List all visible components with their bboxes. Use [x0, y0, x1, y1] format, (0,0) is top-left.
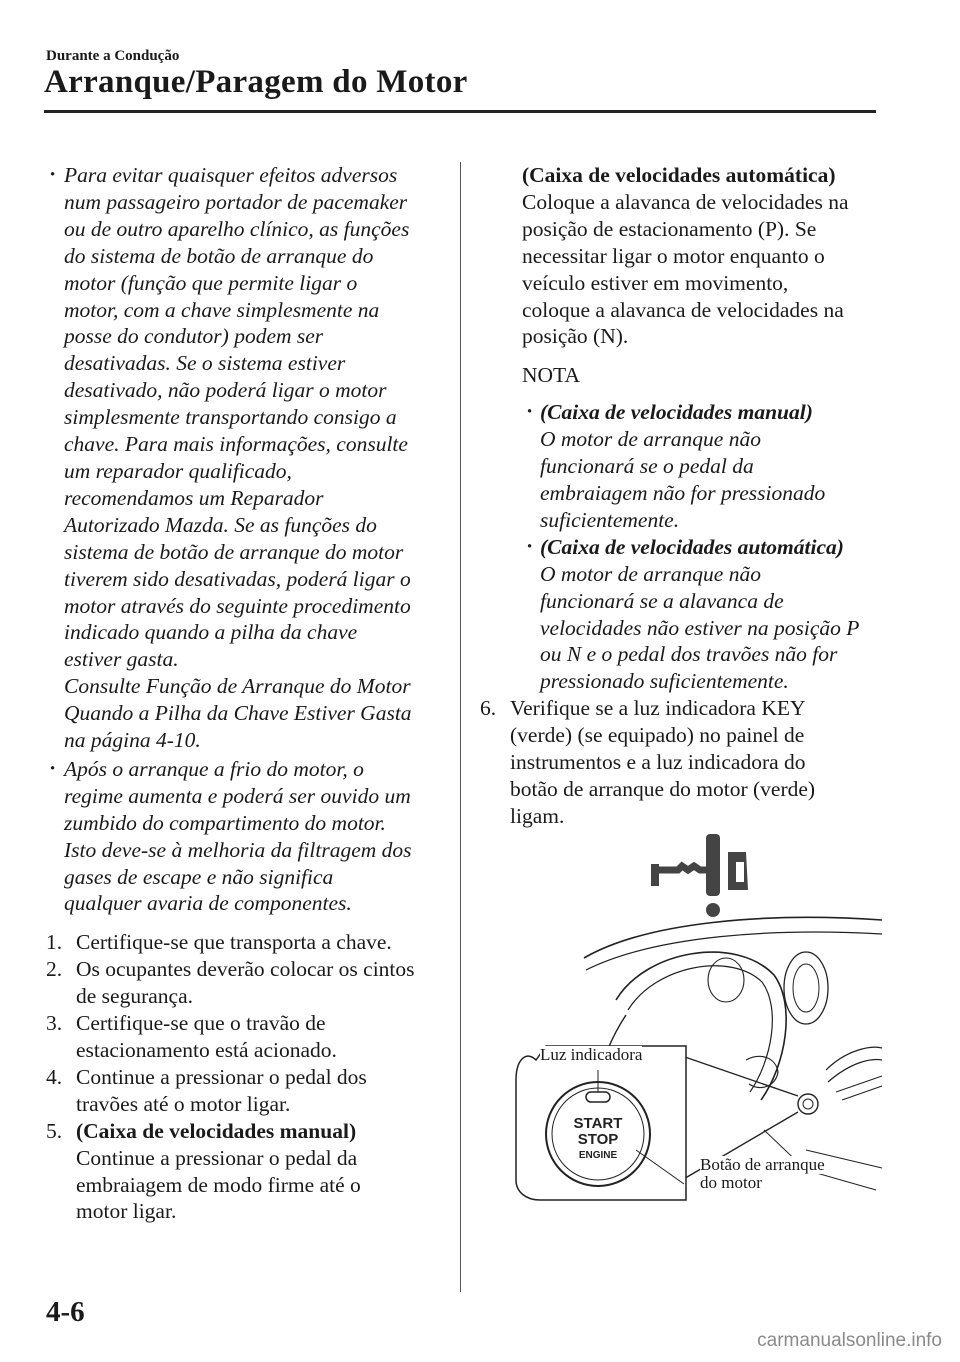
text-line: sistema de botão de arranque do motor — [64, 539, 404, 564]
text-line: ligam. — [510, 803, 565, 828]
text-line: posse do condutor) podem ser — [64, 324, 324, 349]
text-line: Continue a pressionar o pedal da — [76, 1145, 358, 1170]
step-number: 2. — [46, 957, 63, 982]
auto-heading: (Caixa de velocidades automática) — [522, 163, 836, 187]
text-line: Consulte Função de Arranque do Motor — [64, 674, 411, 699]
text-line: botão de arranque do motor (verde) — [510, 776, 816, 801]
text-line: necessitar ligar o motor enquanto o — [522, 243, 825, 268]
text-line: estiver gasta. — [64, 647, 179, 672]
text-line: suficientemente. — [540, 507, 680, 532]
text-line: Coloque a alavanca de velocidades na — [522, 189, 849, 214]
left-column — [46, 162, 446, 1225]
bullet-cold-start — [46, 756, 446, 917]
text-line: qualquer avaria de componentes. — [64, 891, 352, 916]
button-engine-text: ENGINE — [578, 1150, 618, 1161]
text-line: Continue a pressionar o pedal dos — [76, 1064, 367, 1089]
text-line: zumbido do compartimento do motor. — [64, 810, 386, 835]
label-start-button-2: do motor — [700, 1173, 762, 1192]
text-line: embraiagem não for pressionado — [540, 480, 826, 505]
text-line: O motor de arranque não — [540, 427, 761, 452]
step-number: 6. — [480, 696, 497, 721]
step-6-text — [510, 695, 900, 830]
title-rule — [44, 110, 876, 113]
text-line: indicado quando a pilha da chave — [64, 620, 358, 645]
dashboard-drawing — [506, 830, 886, 1202]
text-line: Certifique-se que transporta a chave. — [76, 930, 392, 955]
step-5-text — [76, 1145, 446, 1226]
text-line: gases de escape e não significa — [64, 864, 334, 889]
column-divider — [460, 162, 461, 1292]
text-line: estacionamento está acionado. — [76, 1038, 337, 1062]
text-line: motor ligar. — [76, 1199, 177, 1224]
button-start-text: START — [573, 1115, 623, 1132]
nota-item — [480, 534, 900, 695]
step-item — [46, 1064, 446, 1118]
section-label: Durante a Condução — [46, 48, 180, 64]
label-start-button-1: Botão de arranque — [700, 1155, 825, 1174]
text-line: velocidades não estiver na posição P — [540, 615, 860, 640]
text-line: um reparador qualificado, — [64, 458, 292, 483]
text-line: embraiagem de modo firme até o — [76, 1172, 361, 1197]
step-number: 1. — [46, 930, 63, 955]
text-line: travões até o motor ligar. — [76, 1091, 291, 1116]
text-line: pressionado suficientemente. — [540, 669, 789, 694]
step-item — [46, 956, 446, 1010]
text-line: posição (N). — [522, 324, 629, 349]
text-line: funcionará se a alavanca de — [540, 588, 784, 613]
text-line: tiverem sido desativadas, poderá ligar o — [64, 566, 411, 591]
step-number: 3. — [46, 1011, 63, 1036]
page-title: Arranque/Paragem do Motor — [44, 64, 468, 100]
text-line: posição de estacionamento (P). Se — [522, 216, 817, 241]
text-line: Autorizado Mazda. Se as funções do — [64, 512, 377, 537]
text-line: funcionará se o pedal da — [540, 454, 754, 479]
key-warning-icon — [651, 834, 748, 917]
text-line: Certifique-se que o travão de — [76, 1011, 326, 1036]
step-5 — [46, 1118, 446, 1226]
text-line: do sistema de botão de arranque do — [64, 243, 374, 268]
text-line: veículo estiver em movimento, — [522, 270, 789, 295]
text-line: ou de outro aparelho clínico, as funções — [64, 216, 410, 241]
text-line: · Para evitar quaisquer efeitos adversos — [64, 163, 398, 187]
text-line: motor através do seguinte procedimento — [64, 593, 411, 618]
step-item — [46, 929, 446, 956]
text-line: de segurança. — [76, 984, 193, 1009]
text-line: · Após o arranque a frio do motor, o — [64, 756, 364, 781]
button-stop-text: STOP — [577, 1131, 619, 1148]
text-line: Quando a Pilha da Chave Estiver Gasta — [64, 701, 412, 726]
text-line: recomendamos um Reparador — [64, 485, 324, 510]
text-line: motor (função que permite ligar o — [64, 270, 358, 295]
page-number: 4-6 — [46, 1296, 85, 1328]
text-line: Os ocupantes deverão colocar os cintos — [76, 957, 415, 982]
nota-heading: · (Caixa de velocidades manual) — [540, 400, 813, 425]
text-line: Isto deve-se à melhoria da filtragem dos — [64, 837, 412, 862]
nota-label: NOTA — [522, 363, 580, 388]
text-line: O motor de arranque não — [540, 561, 761, 586]
text-line: na página 4-10. — [64, 728, 201, 753]
step-number: 5. — [46, 1118, 63, 1143]
step-5-heading: (Caixa de velocidades manual) — [76, 1118, 357, 1143]
text-line: ou N e o pedal dos travões não for — [540, 642, 838, 667]
step-item — [46, 1010, 446, 1064]
text-line: motor, com a chave simplesmente na — [64, 297, 380, 322]
text-line: desativadas. Se o sistema estiver — [64, 351, 346, 376]
start-button-illustration — [506, 830, 886, 1202]
text-line: (verde) (se equipado) no painel de — [510, 723, 805, 748]
text-line: instrumentos e a luz indicadora do — [510, 750, 806, 775]
text-line: regime aumenta e poderá ser ouvido um — [64, 783, 411, 808]
text-line: coloque a alavanca de velocidades na — [522, 297, 844, 322]
step-6 — [480, 695, 900, 830]
text-line: simplesmente transportando consigo a — [64, 405, 397, 430]
text-line: num passageiro portador de pacemaker — [64, 189, 408, 214]
nota-heading: · (Caixa de velocidades automática) — [540, 534, 844, 559]
right-column — [480, 162, 900, 830]
text-line: desativado, não poderá ligar o motor — [64, 378, 387, 403]
nota-list — [480, 399, 900, 695]
auto-text — [480, 189, 900, 350]
label-indicator-light: Luz indicadora — [540, 1045, 643, 1064]
watermark: carmanualsonline.info — [757, 1330, 942, 1351]
text-line: Verifique se a luz indicadora KEY — [510, 696, 806, 721]
steps-list — [46, 929, 446, 1117]
nota-item — [480, 399, 900, 534]
text-line: chave. Para mais informações, consulte — [64, 432, 408, 457]
bullet-pacemaker — [46, 162, 446, 754]
step-number: 4. — [46, 1064, 63, 1089]
